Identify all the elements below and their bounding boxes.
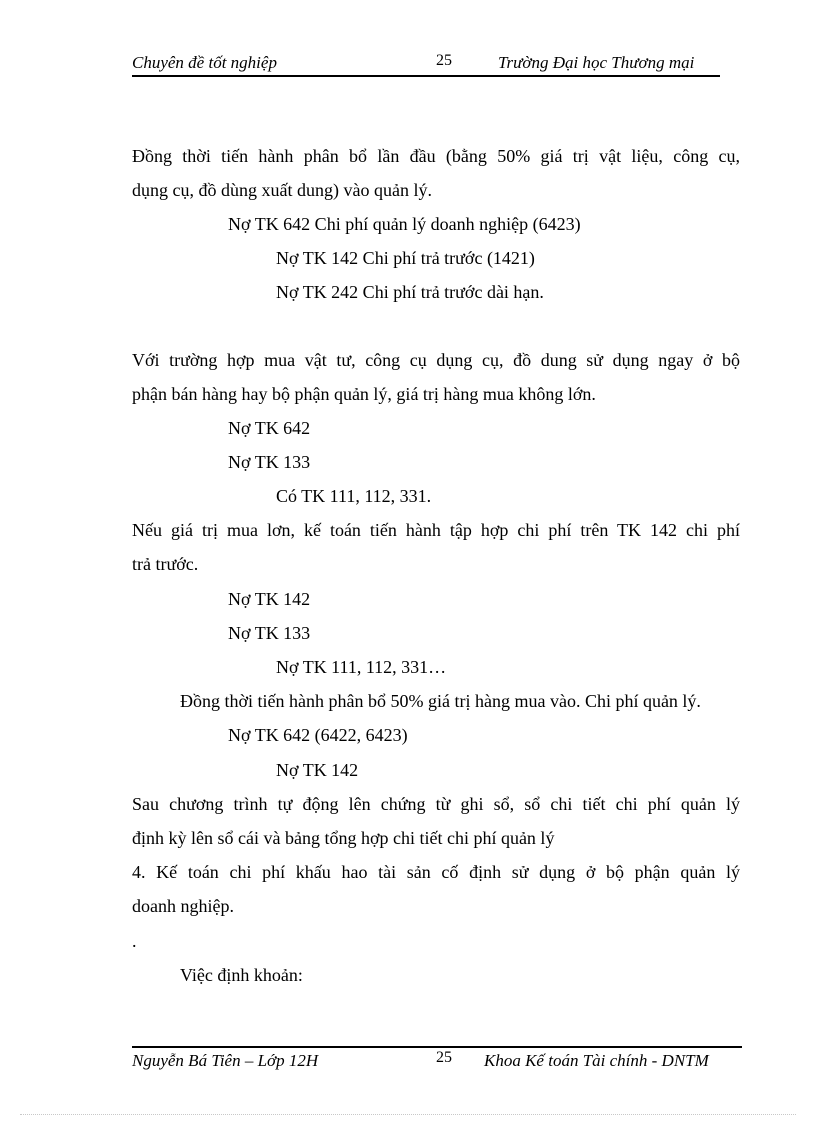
- paragraph-4-line-1: Đồng thời tiến hành phân bổ 50% giá trị hàng mua vào. Chi phí quản lý.: [180, 691, 701, 711]
- journal-entry-9: Nợ TK 111, 112, 331…: [276, 657, 447, 677]
- stray-dot: .: [132, 931, 137, 951]
- journal-entry-11: Nợ TK 142: [276, 760, 359, 780]
- header-right-text: Trường Đại học Thương mại: [498, 53, 695, 72]
- paragraph-5-line-1: Sau chương trình tự động lên chứng từ ghi sổ, sổ chi tiết chi phí quản lý: [132, 794, 740, 814]
- header-left-text: Chuyên đề tốt nghiệp: [132, 53, 277, 72]
- paragraph-2-line-2: phận bán hàng hay bộ phận quản lý, giá trị hàng mua không lớn.: [132, 384, 596, 404]
- journal-entry-4: Nợ TK 642: [228, 418, 311, 438]
- journal-entry-3: Nợ TK 242 Chi phí trả trước dài hạn.: [276, 282, 544, 302]
- paragraph-3-line-1: Nếu giá trị mua lơn, kế toán tiến hành tập hợp chi phí trên TK 142 chi phí: [132, 520, 740, 540]
- paragraph-1-line-2: dụng cụ, đồ dùng xuất dung) vào quản lý.: [132, 180, 432, 200]
- page-bottom-dotted-border: [20, 1114, 796, 1115]
- paragraph-2-line-1: Với trường hợp mua vật tư, công cụ dụng cụ, đồ dung sử dụng ngay ở bộ: [132, 350, 740, 370]
- journal-entry-5: Nợ TK 133: [228, 452, 311, 472]
- section-heading-line-1: 4. Kế toán chi phí khấu hao tài sản cố định sử dụng ở bộ phận quản lý: [132, 862, 740, 882]
- header-rule: [132, 75, 720, 77]
- footer-rule: [132, 1046, 742, 1048]
- section-heading-line-2: doanh nghiệp.: [132, 896, 234, 916]
- footer-right-text: Khoa Kế toán Tài chính - DNTM: [484, 1051, 709, 1070]
- paragraph-1-line-1: Đồng thời tiến hành phân bổ lần đầu (bằng 50% giá trị vật liệu, công cụ,: [132, 146, 740, 166]
- journal-entry-10: Nợ TK 642 (6422, 6423): [228, 725, 408, 745]
- paragraph-7-line-1: Việc định khoản:: [180, 965, 303, 985]
- journal-entry-6: Có TK 111, 112, 331.: [276, 486, 432, 506]
- header-page-number: 25: [436, 52, 452, 69]
- footer-page-number: 25: [436, 1049, 452, 1066]
- paragraph-5-line-2: định kỳ lên sổ cái và bảng tổng hợp chi tiết chi phí quản lý: [132, 828, 555, 848]
- footer-left-text: Nguyễn Bá Tiên – Lớp 12H: [132, 1051, 319, 1070]
- journal-entry-7: Nợ TK 142: [228, 589, 311, 609]
- journal-entry-8: Nợ TK 133: [228, 623, 311, 643]
- paragraph-3-line-2: trả trước.: [132, 554, 199, 574]
- journal-entry-1: Nợ TK 642 Chi phí quản lý doanh nghiệp (6423): [228, 214, 581, 234]
- journal-entry-2: Nợ TK 142 Chi phí trả trước (1421): [276, 248, 535, 268]
